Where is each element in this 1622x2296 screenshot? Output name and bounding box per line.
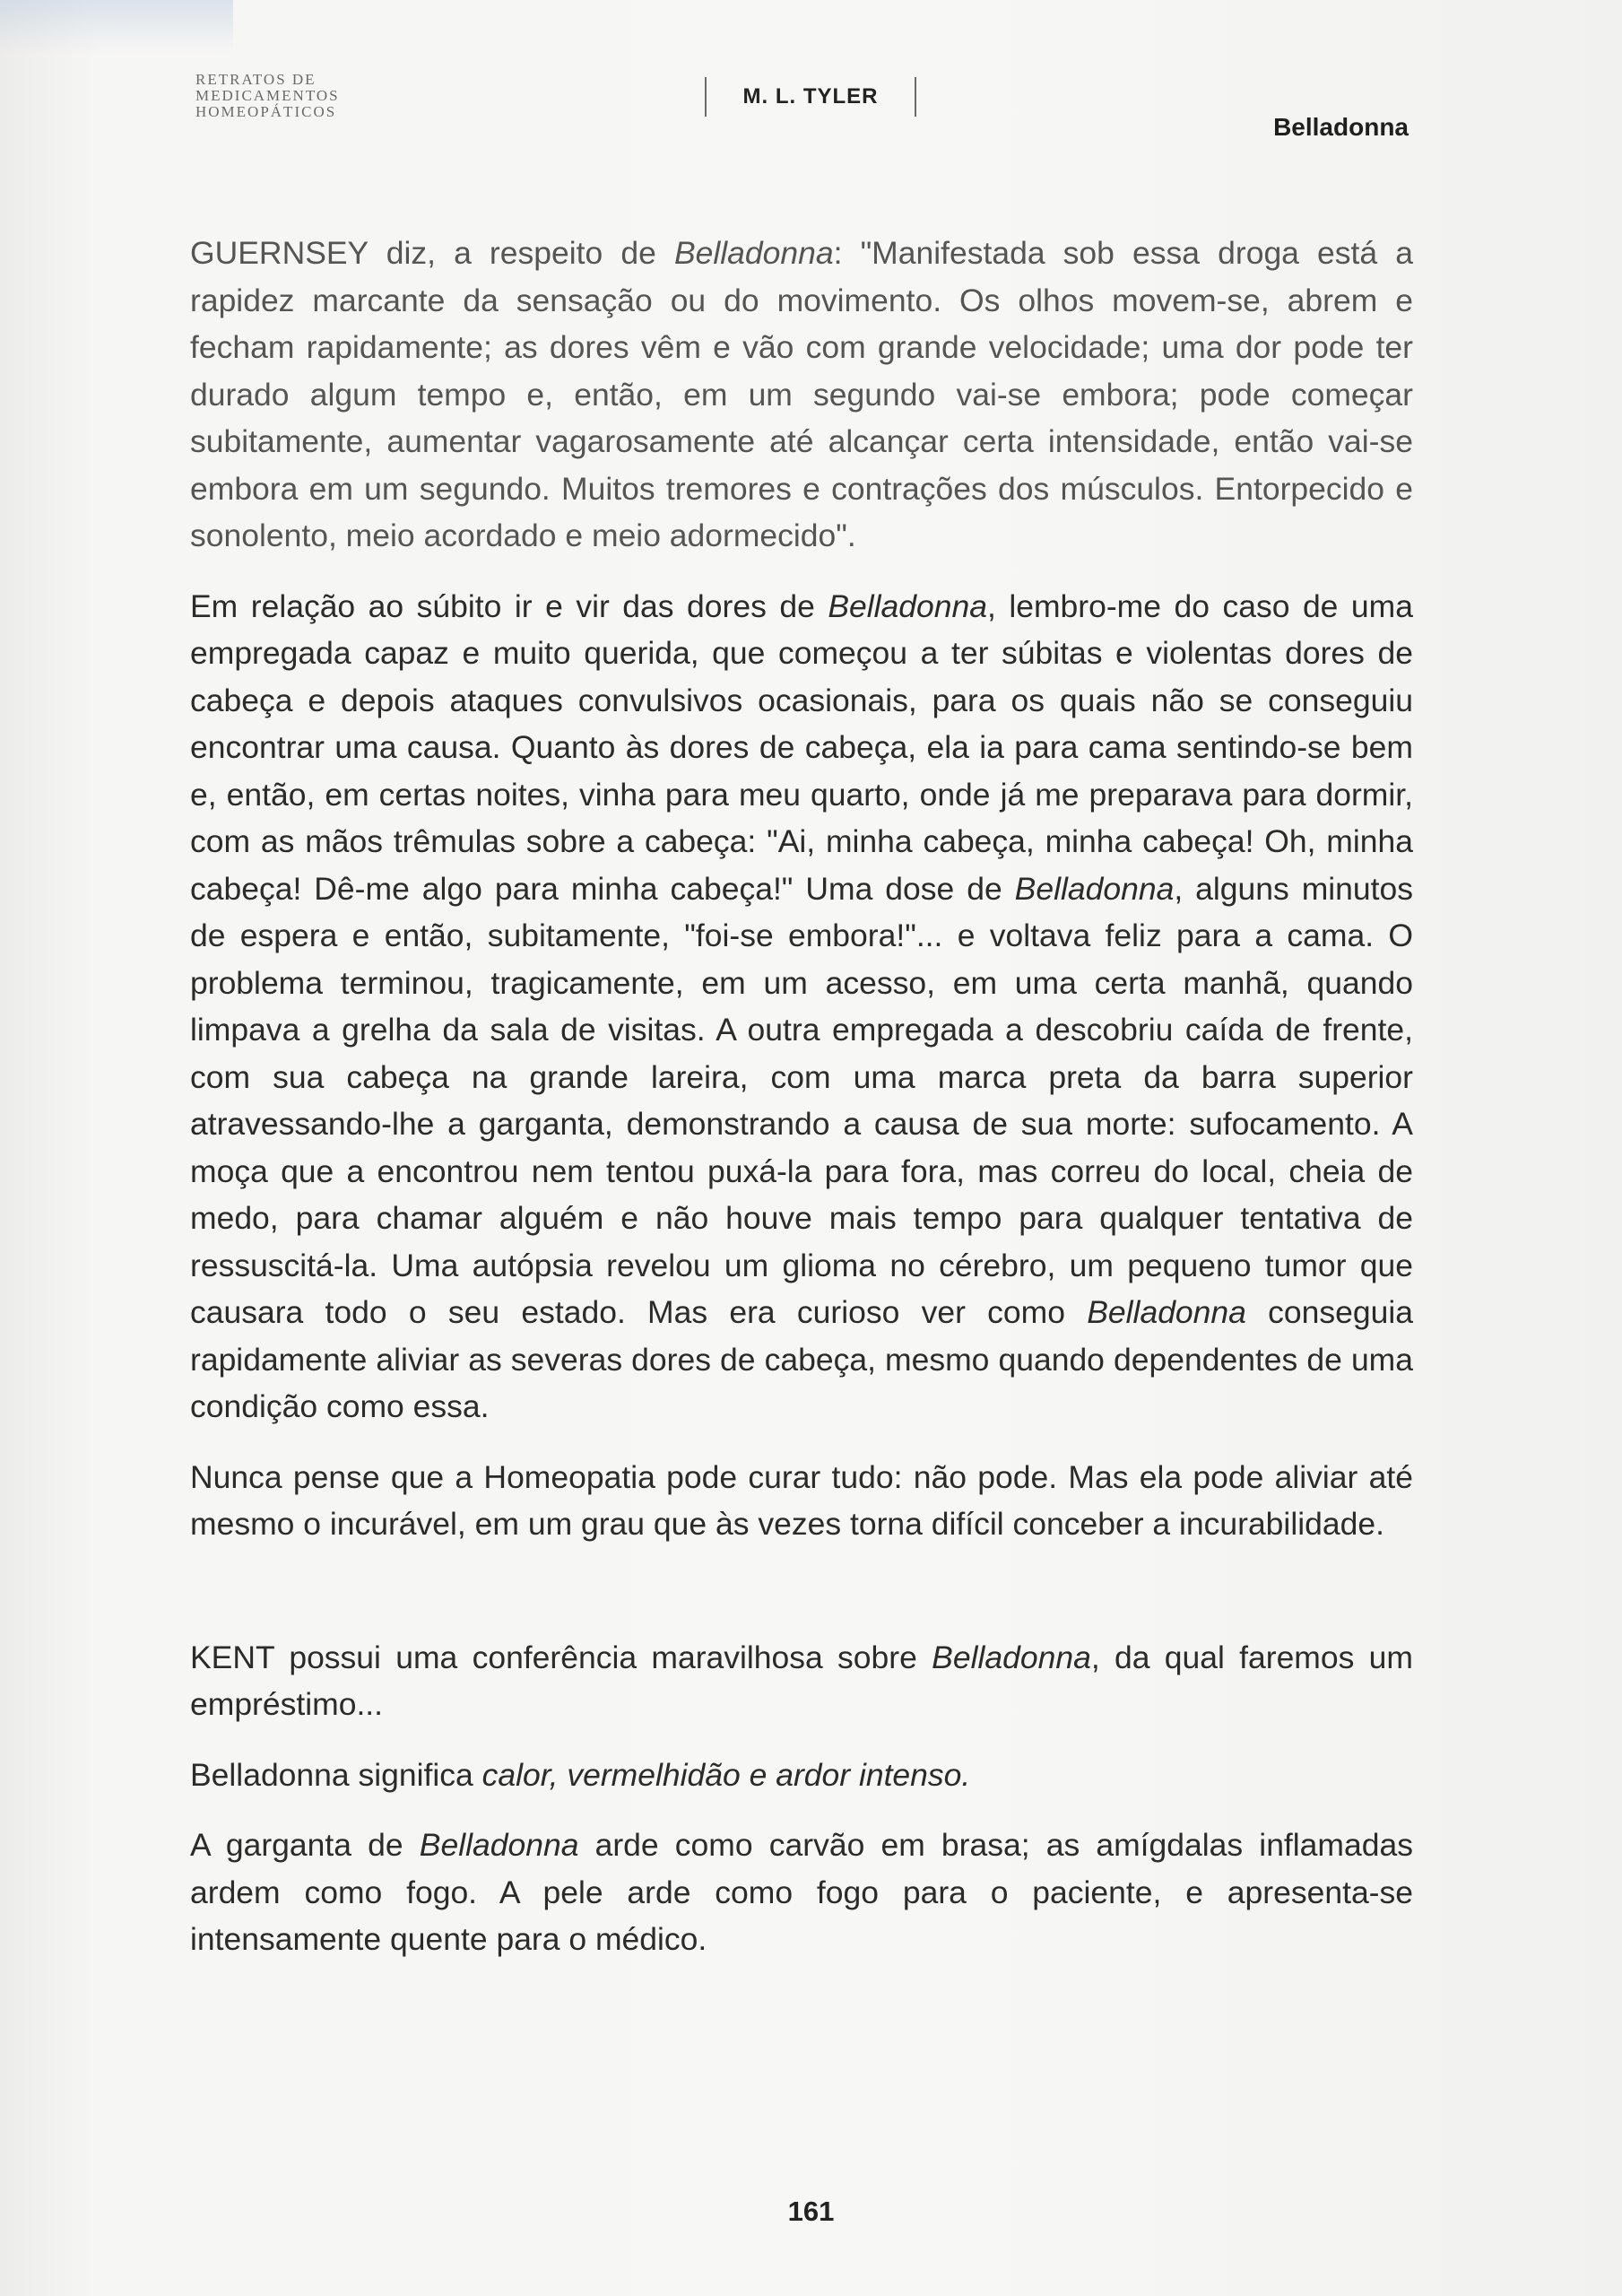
scan-shadow bbox=[0, 0, 233, 54]
series-title-line: HOMEOPÁTICOS bbox=[195, 103, 337, 120]
author-name: M. L. TYLER bbox=[742, 84, 879, 109]
text-run: arde como carvão em brasa; as amígdalas inflamadas ardem como fogo. A pele arde como fogo para o paciente, e apresenta-se intensamente quente para o médico. bbox=[190, 1827, 1413, 1957]
paragraph: Nunca pense que a Homeopatia pode curar tudo: não pode. Mas ela pode aliviar até mesmo o incurável, em um grau que às vezes torna difícil conceber a incurabilidade. bbox=[190, 1458, 1413, 1542]
series-title-line: RETRATOS DE bbox=[195, 71, 317, 88]
text-run: conseguia rapidamente aliviar as severas dores de cabeça, mesmo quando dependentes de uma condição como essa. bbox=[190, 1294, 1414, 1424]
italic-run: Belladonna bbox=[419, 1827, 579, 1863]
text-run: GUERNSEY diz, a respeito de bbox=[190, 235, 674, 271]
series-title-line: MEDICAMENTOS bbox=[195, 87, 340, 104]
italic-run: calor, vermelhidão e ardor intenso. bbox=[481, 1756, 971, 1793]
italic-run: Belladonna bbox=[932, 1639, 1091, 1675]
italic-run: Belladonna bbox=[673, 235, 834, 271]
italic-run: Belladonna bbox=[828, 587, 987, 624]
paragraph bbox=[190, 1634, 1413, 1728]
italic-run: Belladonna bbox=[1014, 870, 1175, 907]
body-text bbox=[190, 230, 1413, 1987]
page-number: 161 bbox=[787, 2196, 835, 2227]
italic-run: Belladonna bbox=[1087, 1294, 1246, 1330]
text-run: Belladonna significa bbox=[190, 1756, 482, 1793]
text-run: : "Manifestada sob essa droga está a rapidez marcante da sensação ou do movimento. Os olhos movem-se, abrem e fecham rapidamente; as dores vêm e vão com grande velocidade; uma dor pode ter durado algum tempo e, então, em um segundo vai-se embora; pode começar subitamente, aumentar vagarosamente até alcançar certa intensidade, então vai-se embora em um segundo. Muitos tremores e contrações dos músculos. Entorpecido e sonolento, meio acordado e meio adormecido". bbox=[190, 235, 1413, 553]
section-gap bbox=[190, 1571, 1413, 1634]
text-run: KENT possui uma conferência maravilhosa sobre bbox=[190, 1639, 932, 1675]
text-run: , da qual faremos um empréstimo... bbox=[190, 1639, 1413, 1722]
text-run: , lembro-me do caso de uma empregada capaz e muito querida, que começou a ter súbitas e violentas dores de cabeça e depois ataques convulsivos ocasionais, para os quais não se conseguiu encontrar uma causa. Quanto às dores de cabeça, ela ia para cama sentindo-se bem e, então, em certas noites, vinha para meu quarto, onde já me preparava para dormir, com as mãos trêmulas sobre a cabeça: "Ai, minha cabeça, minha cabeça! Oh, minha cabeça! Dê-me algo para minha cabeça!" Uma dose de bbox=[190, 587, 1413, 907]
paragraph bbox=[190, 230, 1413, 560]
paragraph bbox=[190, 1822, 1413, 1963]
text-run: A garganta de bbox=[190, 1827, 420, 1863]
paragraph bbox=[190, 1752, 1413, 1799]
text-run: , alguns minutos de espera e então, subitamente, "foi-se embora!"... e voltava feliz para a cama. O problema terminou, tragicamente, em um acesso, em uma certa manhã, quando limpava a grelha da sala de visitas. A outra empregada a descobriu caída de frente, com sua cabeça na grande lareira, com uma marca preta da barra superior atravessando-lhe a garganta, demonstrando a causa de sua morte: sufocamento. A moça que a encontrou nem tentou puxá-la para fora, mas correu do local, cheia de medo, para chamar alguém e não houve mais tempo para qualquer tentativa de ressuscitá-la. Uma autópsia revelou um glioma no cérebro, um pequeno tumor que causara todo o seu estado. Mas era curioso ver como bbox=[190, 870, 1413, 1330]
series-title bbox=[195, 72, 402, 120]
paragraph bbox=[190, 583, 1413, 1431]
chapter-title: Belladonna bbox=[1273, 113, 1409, 141]
author-box bbox=[705, 77, 916, 117]
text-run: Em relação ao súbito ir e vir das dores de bbox=[190, 587, 828, 624]
